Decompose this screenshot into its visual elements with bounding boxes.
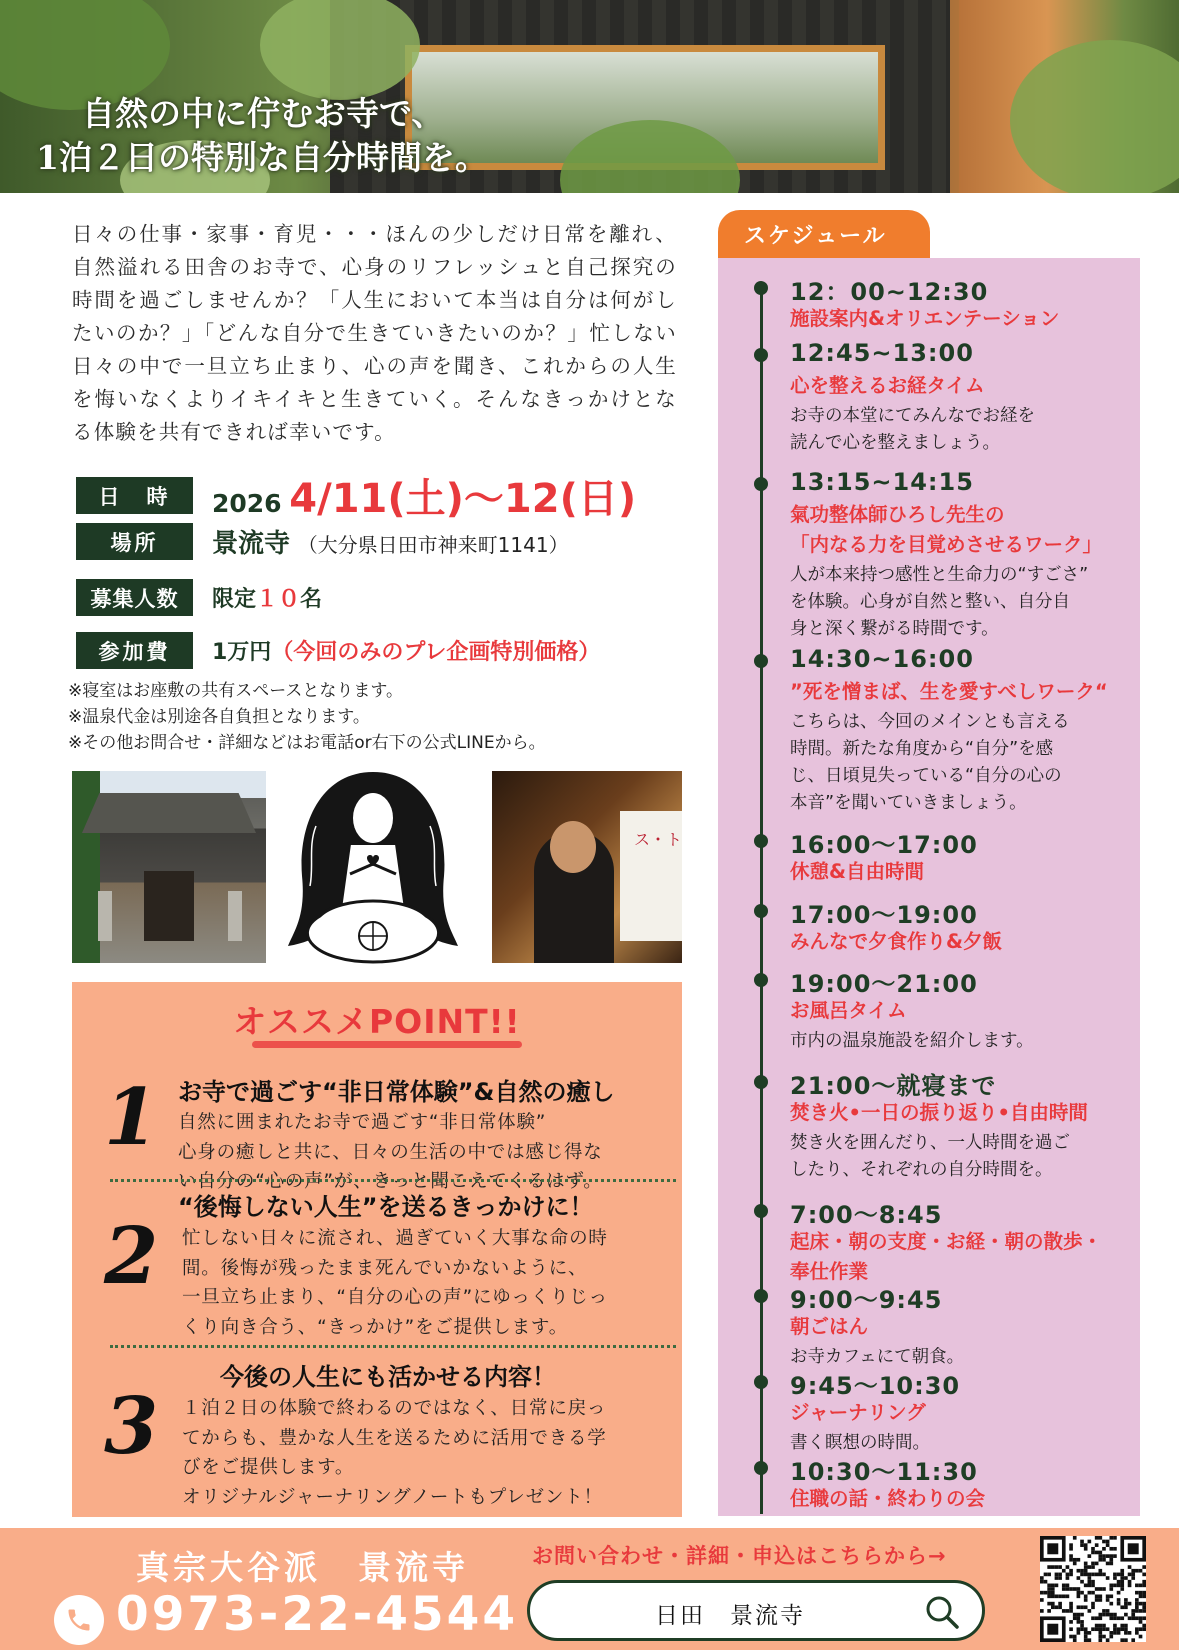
schedule-description: 市内の温泉施設を紹介します。 <box>790 1031 1034 1051</box>
timeline-dot <box>754 1375 768 1389</box>
timeline-dot <box>754 1075 768 1089</box>
schedule-description: 本音”を聞いていきましょう。 <box>790 793 1027 813</box>
phone-number[interactable]: 0973-22-4544 <box>116 1587 519 1642</box>
point-line: 心身の癒しと共に、日々の生活の中では感じ得な <box>178 1141 603 1163</box>
stone-lantern <box>98 891 112 941</box>
point-heading: “後悔しない人生”を送るきっかけに！ <box>178 1193 594 1221</box>
schedule-title: みんなで夕食作り&夕飯 <box>790 930 1003 953</box>
timeline-dot <box>754 1461 768 1475</box>
schedule-title: 朝ごはん <box>790 1315 869 1338</box>
point-number: 3 <box>104 1381 159 1472</box>
schedule-title: お風呂タイム <box>790 999 907 1022</box>
schedule-time: 7:00〜8:45 <box>790 1201 943 1229</box>
point-line: てからも、豊かな人生を送るために活用できる学 <box>182 1427 607 1449</box>
point-number: 1 <box>104 1072 159 1163</box>
temple-roof <box>82 793 256 833</box>
temple-tree <box>72 771 100 963</box>
point-divider <box>110 1345 676 1348</box>
fee-note: （今回のみのプレ企画特別価格） <box>271 640 601 665</box>
monk-photo <box>492 771 682 963</box>
point-line: 忙しない日々に流され、過ぎていく大事な命の時 <box>182 1228 608 1249</box>
search-text: 日田 景流寺 <box>655 1603 805 1629</box>
timeline-dot <box>754 281 768 295</box>
schedule-timeline <box>760 282 763 1514</box>
fee-amount: 1万円 <box>212 640 272 665</box>
point-number: 2 <box>104 1211 159 1302</box>
schedule-time: 13:15~14:15 <box>790 468 974 496</box>
timeline-dot <box>754 654 768 668</box>
point-body <box>178 1108 603 1197</box>
timeline-dot <box>754 834 768 848</box>
capacity-pre: 限定 <box>212 587 257 612</box>
schedule-title: 心を整えるお経タイム <box>790 374 985 397</box>
schedule-tab: スケジュール <box>718 210 930 258</box>
schedule-time: 9:45〜10:30 <box>790 1372 961 1400</box>
stone-lantern <box>228 891 242 941</box>
place-name: 景流寺 <box>212 529 291 559</box>
schedule-description: お寺カフェにて朝食。 <box>790 1347 965 1367</box>
temple-organization: 真宗大谷派 景流寺 <box>136 1548 469 1587</box>
timeline-dot <box>754 477 768 491</box>
schedule-description: 人が本来持つ感性と生命力の“すごさ” <box>790 565 1089 585</box>
info-row-place <box>76 523 569 560</box>
temple-photo <box>72 771 266 963</box>
point-divider <box>110 1179 676 1182</box>
point-line: １泊２日の体験で終わるのではなく、日常に戻っ <box>182 1398 607 1419</box>
schedule-description: 時間。新たな角度から“自分”を感 <box>790 739 1054 759</box>
whiteboard <box>620 811 682 941</box>
fee-value <box>212 635 600 666</box>
contact-text: お問い合わせ・詳細・申込はこちらから→ <box>532 1544 947 1568</box>
fee-label: 参加費 <box>76 632 193 669</box>
point-heading: 今後の人生にも活かせる内容！ <box>220 1363 556 1391</box>
info-row-date <box>76 467 636 524</box>
schedule-time: 21:00〜就寝まで <box>790 1072 997 1100</box>
footer <box>0 1528 1179 1650</box>
date-value <box>212 467 636 524</box>
temple-door <box>144 871 194 941</box>
recommend-points <box>72 982 682 1517</box>
schedule-time: 10:30〜11:30 <box>790 1458 978 1486</box>
schedule-title: 氣功整体師ひろし先生の <box>790 503 1005 526</box>
point-line: 自然に囲まれたお寺で過ごす“非日常体験” <box>178 1112 547 1133</box>
timeline-dot <box>754 973 768 987</box>
notes-list <box>68 678 546 756</box>
hero-banner <box>0 0 1179 193</box>
date-label: 日 時 <box>76 477 193 514</box>
info-row-capacity <box>76 579 322 616</box>
note-item: ※温泉代金は別途各自負担となります。 <box>68 707 370 727</box>
point-heading: お寺で過ごす“非日常体験”&自然の癒し <box>178 1078 615 1106</box>
date-range: 4/11(土)〜12(日) <box>289 476 637 522</box>
point-line: オリジナルジャーナリングノートもプレゼント！ <box>182 1486 603 1508</box>
intro-text: 日々の仕事・家事・育児・・・ほんの少しだけ日常を離れ、自然溢れる田舎のお寺で、心身のリフレッシュと自己探究の時間を過ごしませんか？「人生において本当は自分は何がしたいのか？」「どんな自分で生きていきたいのか？」忙しない日々の中で一旦立ち止まり、心の声を聞き、これからの人生を悔いなくよりイキイキと生きていく。そんなきっかけとなる体験を共有できれば幸いです。 <box>72 222 677 444</box>
schedule-title: 焚き火•一日の振り返り•自由時間 <box>790 1101 1088 1124</box>
schedule-time: 17:00〜19:00 <box>790 901 978 929</box>
meditation-illustration <box>280 766 466 968</box>
schedule-title: 住職の話・終わりの会 <box>790 1487 986 1510</box>
hero-title <box>36 92 488 180</box>
schedule-title: 施設案内&オリエンテーション <box>790 307 1060 330</box>
point-line: びをご提供します。 <box>182 1457 355 1478</box>
schedule-description: じ、日頃見失っている“自分の心の <box>790 766 1062 786</box>
schedule-description: 焚き火を囲んだり、一人時間を過ご <box>790 1133 1070 1153</box>
place-label: 場所 <box>76 523 193 560</box>
schedule-time: 19:00〜21:00 <box>790 970 978 998</box>
schedule-time: 9:00〜9:45 <box>790 1286 943 1314</box>
schedule-description: 読んで心を整えましょう。 <box>790 433 1000 453</box>
note-item: ※寝室はお座敷の共有スペースとなります。 <box>68 681 404 701</box>
timeline-dot <box>754 1289 768 1303</box>
schedule-time: 12：00~12:30 <box>790 278 989 306</box>
timeline-dot <box>754 904 768 918</box>
point-line: 一旦立ち止まり、“自分の心の声”にゆっくりじっ <box>182 1287 608 1308</box>
point-body <box>182 1224 608 1342</box>
qr-code[interactable] <box>1040 1536 1146 1642</box>
capacity-post: 名 <box>300 587 323 612</box>
schedule-time: 12:45~13:00 <box>790 339 974 367</box>
schedule-title: ジャーナリング <box>790 1401 926 1424</box>
schedule-title: 「内なる力を目覚めさせるワーク」 <box>790 533 1103 556</box>
monk-head <box>550 821 596 873</box>
point-line: い自分の“心の声”が、きっと聞こえてくるはず。 <box>178 1171 603 1192</box>
phone-icon <box>54 1595 104 1645</box>
schedule-description: こちらは、今回のメインとも言える <box>790 712 1070 732</box>
note-item: ※その他お問合せ・詳細などはお電話or右下の公式LINEから。 <box>68 733 546 753</box>
info-row-fee <box>76 632 600 669</box>
schedule-description: 書く瞑想の時間。 <box>790 1433 930 1453</box>
timeline-dot <box>754 348 768 362</box>
schedule-description: 身と深く繋がる時間です。 <box>790 619 999 639</box>
capacity-value <box>212 582 322 613</box>
schedule-title: 奉仕作業 <box>790 1260 869 1283</box>
timeline-dot <box>754 1204 768 1218</box>
schedule-description: を体験。心身が自然と整い、自分自 <box>790 592 1070 612</box>
search-bar[interactable] <box>527 1580 985 1641</box>
date-year: 2026 <box>212 489 282 518</box>
schedule-title: 休憩&自由時間 <box>790 860 925 883</box>
place-address: （大分県日田市神来町1141） <box>297 533 569 557</box>
hero-title-line1: 自然の中に佇むお寺で、 <box>82 94 445 133</box>
schedule-time: 14:30~16:00 <box>790 645 974 673</box>
whiteboard-text: ス・ト <box>634 830 682 849</box>
capacity-number: １０ <box>256 587 301 612</box>
point-line: 間。後悔が残ったまま死んでいかないように、 <box>182 1257 588 1279</box>
schedule-description: したり、それぞれの自分時間を。 <box>790 1160 1053 1180</box>
point-body <box>182 1394 607 1512</box>
schedule-description: お寺の本堂にてみんなでお経を <box>790 406 1035 426</box>
capacity-label: 募集人数 <box>76 579 193 616</box>
point-line: くり向き合う、“きっかけ”をご提供します。 <box>182 1316 568 1338</box>
schedule-time: 16:00〜17:00 <box>790 831 978 859</box>
schedule-title: 起床・朝の支度・お経・朝の散歩・ <box>790 1230 1103 1253</box>
search-icon[interactable] <box>924 1594 960 1630</box>
points-title: オススメPOINT!! <box>233 1002 521 1041</box>
place-value <box>212 523 569 560</box>
hero-title-line2: 1泊２日の特別な自分時間を。 <box>36 138 488 177</box>
schedule-title: ”死を憎まば、生を愛すべしワーク“ <box>790 680 1108 703</box>
